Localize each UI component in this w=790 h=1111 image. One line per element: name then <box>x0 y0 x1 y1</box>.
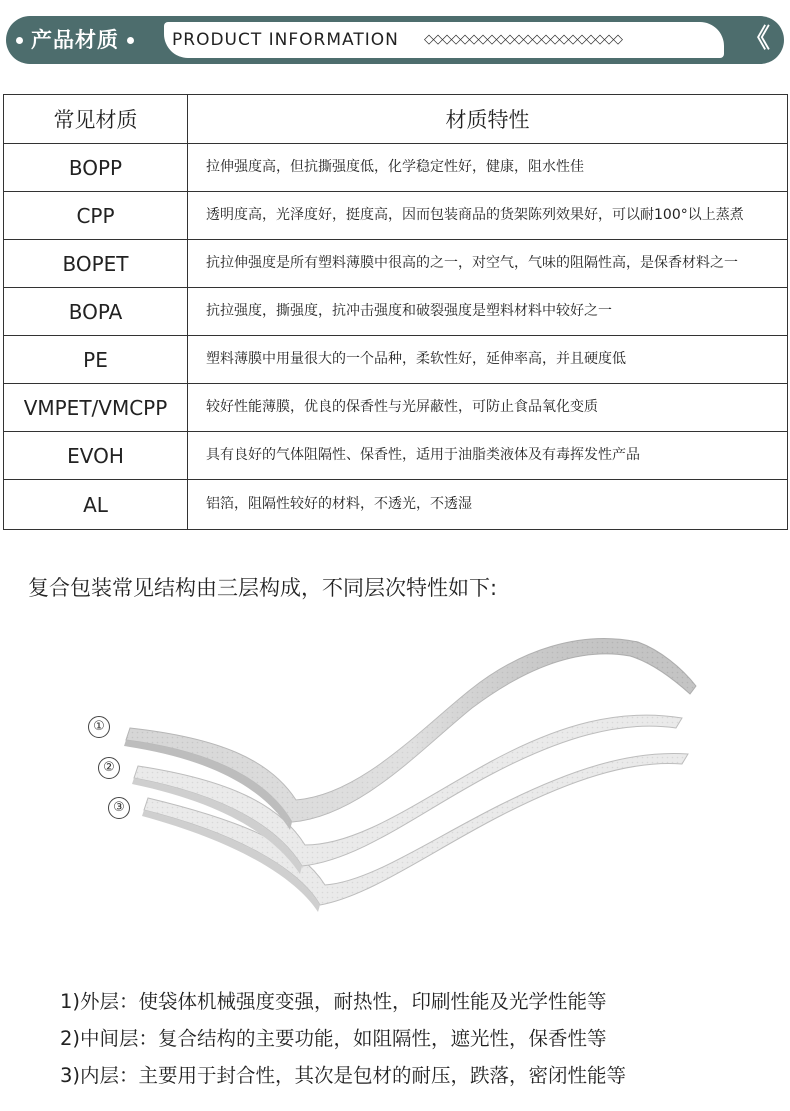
material-name-cell: CPP <box>4 192 188 240</box>
structure-intro-text: 复合包装常见结构由三层构成，不同层次特性如下: <box>28 576 498 600</box>
material-name-cell: EVOH <box>4 432 188 480</box>
material-property-cell: 较好性能薄膜，优良的保香性与光屏蔽性，可防止食品氧化变质 <box>188 384 788 432</box>
layer-note-inner: 3)内层：主要用于封合性，其次是包材的耐压，跌落，密闭性能等 <box>60 1064 627 1087</box>
section-header-banner <box>6 16 784 64</box>
material-property-cell: 铝箔，阻隔性较好的材料，不透光，不透湿 <box>188 480 788 530</box>
section-title-text: 产品材质 <box>31 28 119 52</box>
layer-2-sheet <box>132 715 682 874</box>
material-property-cell: 拉伸强度高，但抗撕强度低，化学稳定性好，健康，阻水性佳 <box>188 144 788 192</box>
table-row <box>4 480 788 530</box>
table-row <box>4 336 788 384</box>
section-title <box>16 16 134 64</box>
table-row <box>4 192 788 240</box>
layer-notes-list <box>60 983 626 1094</box>
table-row <box>4 288 788 336</box>
table-row <box>4 144 788 192</box>
bullet-dot-icon <box>127 37 134 44</box>
bullet-dot-icon <box>16 37 23 44</box>
layer-2-marker: ② <box>98 757 120 779</box>
material-property-cell: 塑料薄膜中用量很大的一个品种，柔软性好，延伸率高，并且硬度低 <box>188 336 788 384</box>
table-row <box>4 432 788 480</box>
table-row <box>4 384 788 432</box>
material-property-cell: 抗拉伸强度是所有塑料薄膜中很高的之一，对空气，气味的阻隔性高，是保香材料之一 <box>188 240 788 288</box>
table-header-row <box>4 95 788 144</box>
three-layer-film-diagram <box>70 620 730 950</box>
column-header-property: 材质特性 <box>188 95 788 144</box>
material-name-cell: BOPA <box>4 288 188 336</box>
section-subtitle: PRODUCT INFORMATION <box>172 30 399 50</box>
layer-note-outer: 1)外层：使袋体机械强度变强，耐热性，印刷性能及光学性能等 <box>60 990 607 1013</box>
material-name-cell: PE <box>4 336 188 384</box>
material-property-cell: 抗拉强度，撕强度，抗冲击强度和破裂强度是塑料材料中较好之一 <box>188 288 788 336</box>
material-property-cell: 透明度高，光泽度好，挺度高，因而包装商品的货架陈列效果好，可以耐100°以上蒸煮 <box>188 192 788 240</box>
material-name-cell: BOPET <box>4 240 188 288</box>
layer-3-sheet <box>142 753 688 912</box>
material-name-cell: VMPET/VMCPP <box>4 384 188 432</box>
double-chevron-left-icon: 《 <box>743 24 770 54</box>
layer-3-marker: ③ <box>108 797 130 819</box>
diamond-border-decoration: ◇◇◇◇◇◇◇◇◇◇◇◇◇◇◇◇◇◇◇◇◇◇ <box>424 32 622 47</box>
material-property-cell: 具有良好的气体阻隔性、保香性，适用于油脂类液体及有毒挥发性产品 <box>188 432 788 480</box>
layer-1-marker: ① <box>88 716 110 738</box>
layer-illustration <box>70 620 730 950</box>
table-body <box>4 144 788 530</box>
material-name-cell: BOPP <box>4 144 188 192</box>
layer-note-middle: 2)中间层：复合结构的主要功能，如阻隔性，遮光性，保香性等 <box>60 1027 607 1050</box>
column-header-material: 常见材质 <box>4 95 188 144</box>
material-name-cell: AL <box>4 480 188 530</box>
materials-table <box>3 94 788 530</box>
table-row <box>4 240 788 288</box>
